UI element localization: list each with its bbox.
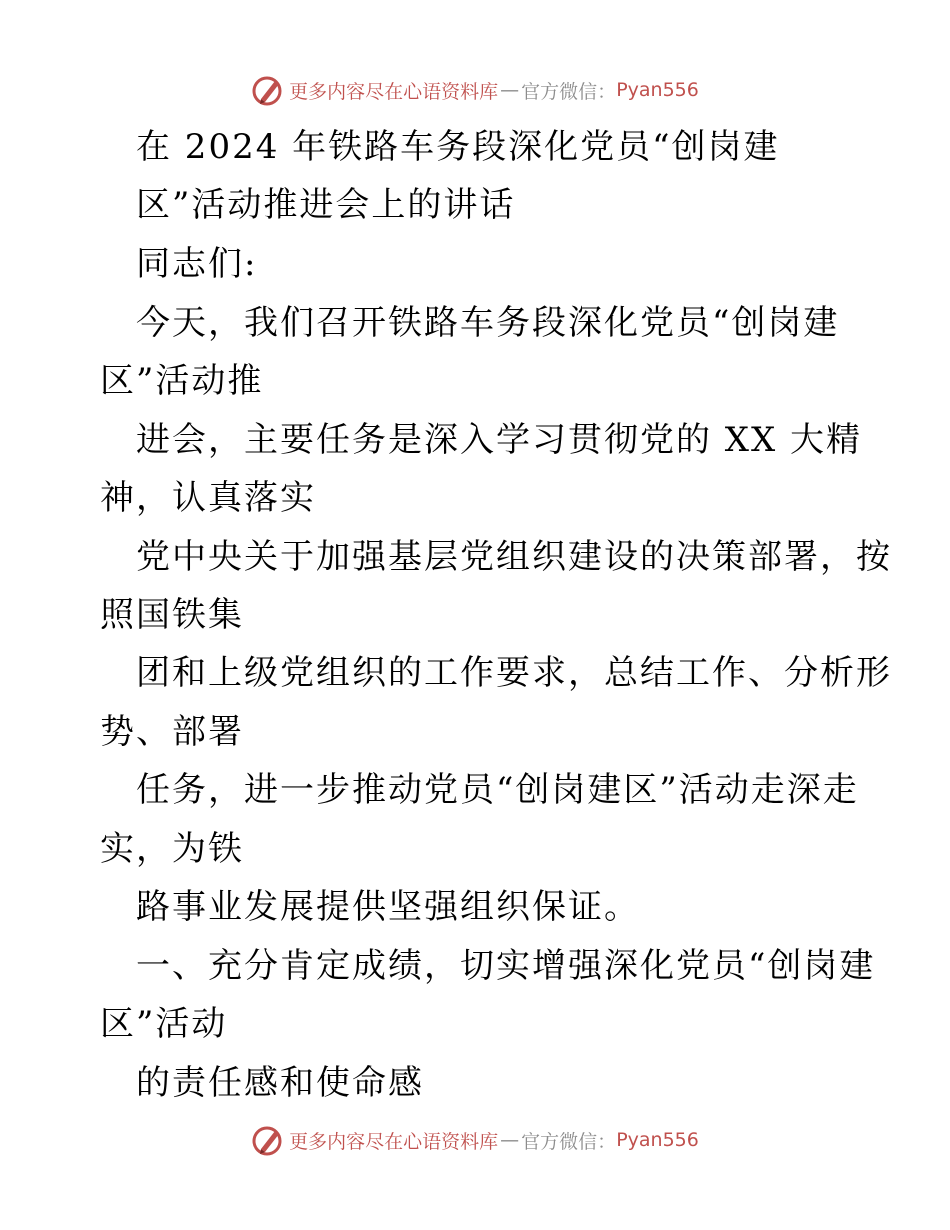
paragraph-line: 团和上级党组织的工作要求，总结工作、分析形	[136, 653, 892, 693]
paragraph-line: 路事业发展提供坚强组织保证。	[136, 887, 640, 927]
title-line-1: 在 2024 年铁路车务段深化党员“创岗建	[136, 127, 780, 167]
watermark-official-label: 官方微信：	[521, 1130, 617, 1153]
paragraph-line: 今天，我们召开铁路车务段深化党员“创岗建	[136, 303, 840, 343]
paragraph-line: 势、部署	[100, 712, 244, 752]
watermark-main-text: 更多内容尽在心语资料库	[289, 1130, 499, 1153]
watermark-main-text: 更多内容尽在心语资料库	[289, 80, 499, 103]
section-heading-line: 区”活动	[100, 1004, 228, 1044]
paragraph-line: 区”活动推	[100, 361, 264, 401]
section-heading-line: 一、充分肯定成绩，切实增强深化党员“创岗建	[136, 946, 876, 986]
watermark-separator: —	[500, 1129, 520, 1151]
paragraph-line: 实，为铁	[100, 829, 244, 869]
paragraph-line: 照国铁集	[100, 595, 244, 635]
watermark-official-label: 官方微信：	[521, 80, 617, 103]
paragraph-line: 神，认真落实	[100, 478, 316, 518]
footer-watermark	[0, 1120, 950, 1160]
pen-logo-icon	[251, 1123, 285, 1157]
paragraph-line: 进会，主要任务是深入学习贯彻党的 XX 大精	[136, 420, 863, 460]
paragraph-line: 任务，进一步推动党员“创岗建区”活动走深走	[136, 770, 859, 810]
title-line-2: 区”活动推进会上的讲话	[136, 185, 516, 225]
header-watermark	[0, 70, 950, 110]
pen-logo-icon	[251, 73, 285, 107]
salutation: 同志们:	[136, 244, 258, 284]
watermark-account: Pyan556	[616, 1129, 699, 1151]
section-heading-line: 的责任感和使命感	[136, 1063, 424, 1103]
watermark-account: Pyan556	[616, 79, 699, 101]
watermark-separator: —	[500, 79, 520, 101]
paragraph-line: 党中央关于加强基层党组织建设的决策部署，按	[136, 537, 892, 577]
